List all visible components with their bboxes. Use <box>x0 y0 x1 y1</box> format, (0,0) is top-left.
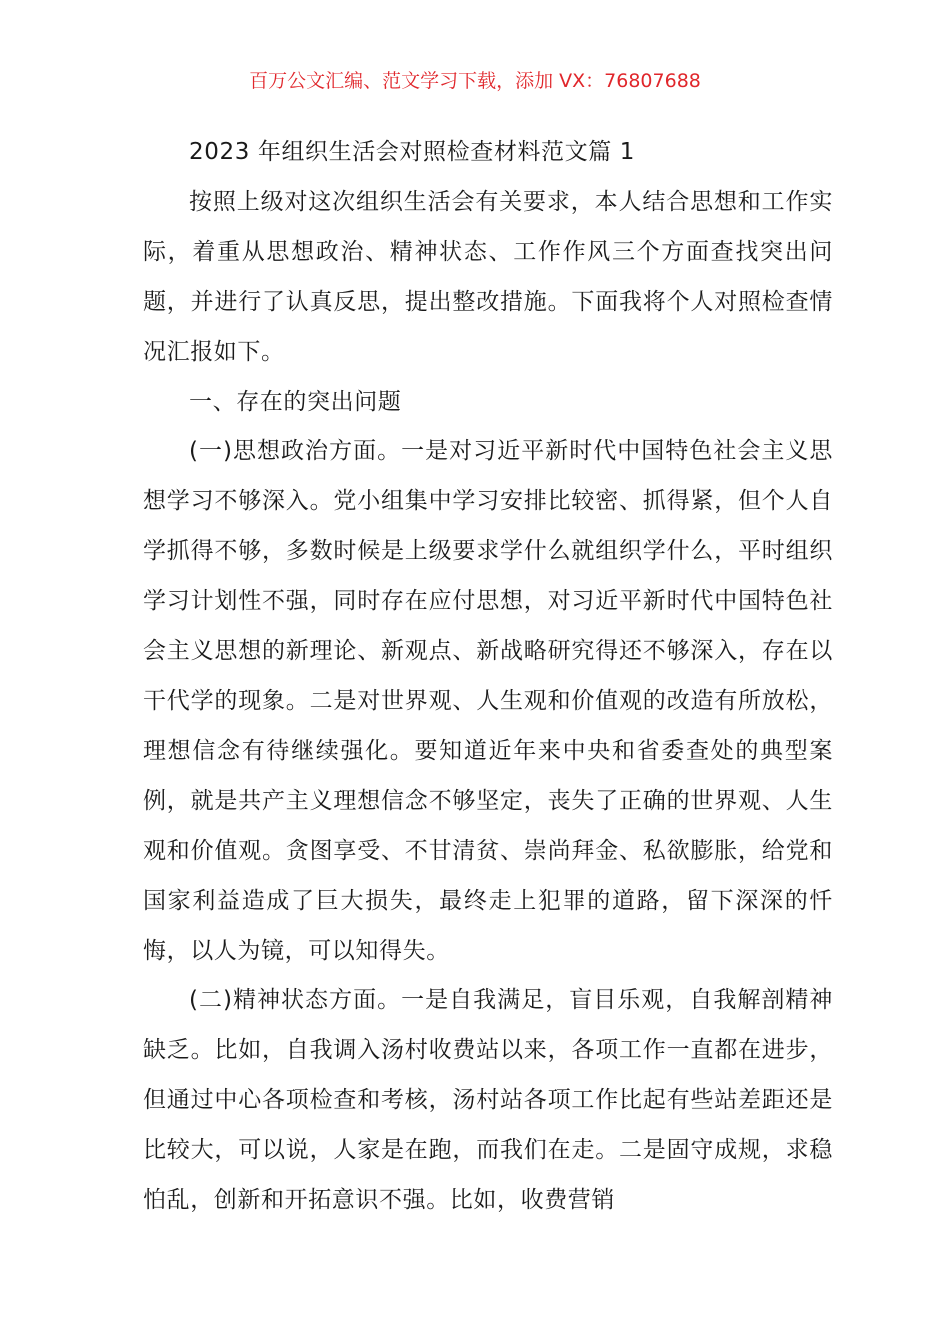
download-banner: 百万公文汇编、范文学习下载，添加 VX：76807688 <box>249 70 701 92</box>
paragraph-intro: 按照上级对这次组织生活会有关要求，本人结合思想和工作实际，着重从思想政治、精神状态、工作作风三个方面查找突出问题，并进行了认真反思，提出整改措施。下面我将个人对照检查情况汇报如下。 <box>143 188 833 365</box>
document-body <box>143 128 833 1226</box>
paragraph-mental-state: (二)精神状态方面。一是自我满足，盲目乐观，自我解剖精神缺乏。比如，自我调入汤村收费站以来，各项工作一直都在进步，但通过中心各项检查和考核，汤村站各项工作比起有些站差距还是比较大，可以说，人家是在跑，而我们在走。二是固守成规，求稳怕乱，创新和开拓意识不强。比如，收费营销 <box>143 987 833 1214</box>
section-heading-problems: 一、存在的突出问题 <box>189 388 402 415</box>
document-title: 2023 年组织生活会对照检查材料范文篇 1 <box>189 139 635 165</box>
paragraph-political-thought: (一)思想政治方面。一是对习近平新时代中国特色社会主义思想学习不够深入。党小组集中学习安排比较密、抓得紧，但个人自学抓得不够，多数时候是上级要求学什么就组织学什么，平时组织学习计划性不强，同时存在应付思想，对习近平新时代中国特色社会主义思想的新理论、新观点、新战略研究得还不够深入，存在以干代学的现象。二是对世界观、人生观和价值观的改造有所放松，理想信念有待继续强化。要知道近年来中央和省委查处的典型案例，就是共产主义理想信念不够坚定，丧失了正确的世界观、人生观和价值观。贪图享受、不甘清贫、崇尚拜金、私欲膨胀，给党和国家利益造成了巨大损失，最终走上犯罪的道路，留下深深的忏悔，以人为镜，可以知得失。 <box>143 438 833 964</box>
